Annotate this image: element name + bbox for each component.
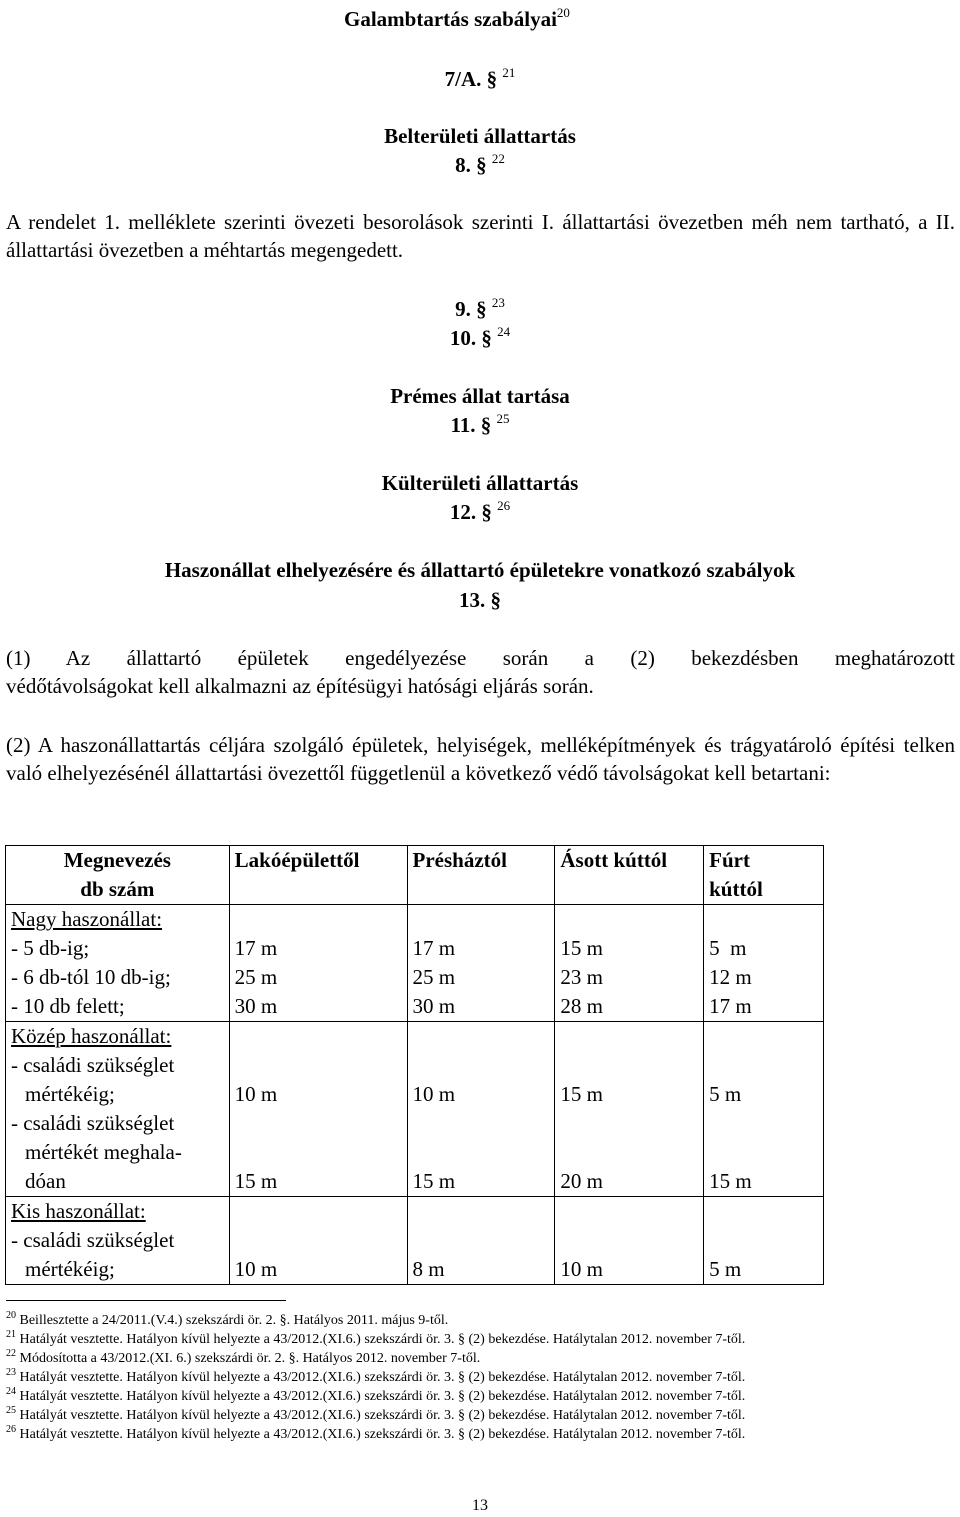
cell-nagy-lako: 17 m 25 m 30 m [229, 905, 407, 1022]
footnote-ref[interactable]: 26 [497, 498, 511, 513]
paragraph-13-1-line1: (1) Az állattartó épületek engedélyezése során a (2) bekezdésben meghatározott [6, 646, 955, 670]
paragraph-13-1-line2: védőtávolságokat kell alkalmazni az építésügyi hatósági eljárás során. [6, 674, 594, 698]
cell-kozep-names: Közép haszonállat: - családi szükséglet mértékéig; - családi szükséglet mértékét meghala- dóan [6, 1022, 230, 1197]
cell-kozep-pres: 10 m 15 m [407, 1022, 555, 1197]
header-lakoepulet: Lakóépülettől [229, 846, 407, 905]
footnote-ref[interactable]: 22 [491, 151, 505, 166]
cell-kozep-asott: 15 m 20 m [555, 1022, 704, 1197]
paragraph-8: A rendelet 1. melléklete szerinti övezeti besorolások szerinti I. állattartási övezetben méh nem tartható, a II. állattartási övezetben a méhtartás megengedett. [6, 210, 955, 262]
section-13-heading: 13. § [459, 588, 501, 612]
cell-kis-asott: 10 m [555, 1197, 704, 1285]
footnote-23: $^{23}$ Hatályát vesztette. Hatályon kívül helyezte a 43/2012.(XI.6.) szekszárdi ör. 3. § (2) bekezdése. Hatálytalan 2012. november 7-től. [6, 1367, 746, 1385]
header-furt-kut: Fúrt kúttól [704, 846, 824, 905]
section-title-galambtartas: Galambtartás szabályai$^{20}$ [344, 5, 570, 31]
table-row-nagy [6, 905, 824, 1022]
cell-kis-pres: 8 m [407, 1197, 555, 1285]
table-header-row [6, 846, 824, 905]
belterulet-heading: Belterületi állattartás [384, 124, 576, 148]
section-11-heading: 11. § $^{25}$ [450, 411, 510, 437]
cell-kis-furt: 5 m [704, 1197, 824, 1285]
footnote-26: $^{26}$ Hatályát vesztette. Hatályon kívül helyezte a 43/2012.(XI.6.) szekszárdi ör. 3. § (2) bekezdése. Hatálytalan 2012. november 7-től. [6, 1424, 746, 1442]
footnote-20: $^{20}$ Beillesztette a 24/2011.(V.4.) szekszárdi ör. 2. §. Hatályos 2011. május 9-től. [6, 1310, 449, 1328]
footnote-ref[interactable]: 20 [556, 5, 570, 20]
footnote-ref[interactable]: 21 [502, 65, 516, 80]
section-10-heading: 10. § $^{24}$ [449, 324, 511, 350]
section-8-heading: 8. § $^{22}$ [455, 151, 505, 177]
cell-kis-lako: 10 m [229, 1197, 407, 1285]
section-12-heading: 12. § $^{26}$ [449, 498, 511, 524]
footnote-22: $^{22}$ Módosította a 43/2012.(XI. 6.) szekszárdi ör. 2. §. Hatályos 2012. november 7-től. [6, 1348, 481, 1366]
header-asott-kut: Ásott kúttól [555, 846, 704, 905]
cell-kozep-lako: 10 m 15 m [229, 1022, 407, 1197]
table-row-kozep [6, 1022, 824, 1197]
kulterulet-heading: Külterületi állattartás [381, 471, 579, 495]
header-preshaz: Présháztól [407, 846, 555, 905]
footnote-ref[interactable]: 23 [491, 295, 505, 310]
cell-nagy-furt: 5 m 12 m 17 m [704, 905, 824, 1022]
footnote-21: $^{21}$ Hatályát vesztette. Hatályon kívül helyezte a 43/2012.(XI.6.) szekszárdi ör. 3. § (2) bekezdése. Hatálytalan 2012. november 7-től. [6, 1329, 746, 1347]
cell-kozep-furt: 5 m 15 m [704, 1022, 824, 1197]
page-number: 13 [472, 1497, 488, 1514]
distance-table [5, 845, 824, 1285]
paragraph-13-2: (2) A haszonállattartás céljára szolgáló épületek, helyiségek, melléképítmények és trágyatároló építési telken való elhelyezésénél állattartási övezettől függetlenül a következő védő távolságokat kell betartani: [6, 733, 955, 785]
cell-nagy-names: Nagy haszonállat: - 5 db-ig; - 6 db-tól 10 db-ig; - 10 db felett; [6, 905, 230, 1022]
premes-heading: Prémes állat tartása [390, 384, 570, 408]
footnote-ref[interactable]: 24 [497, 324, 511, 339]
cell-nagy-asott: 15 m 23 m 28 m [555, 905, 704, 1022]
table-row-kis [6, 1197, 824, 1285]
cell-kis-names: Kis haszonállat: - családi szükséglet mértékéig; [6, 1197, 230, 1285]
section-7a-heading: 7/A. § $^{21}$ [444, 65, 516, 91]
footnote-separator [6, 1300, 286, 1301]
footnote-ref[interactable]: 25 [496, 411, 510, 426]
footnote-25: $^{25}$ Hatályát vesztette. Hatályon kívül helyezte a 43/2012.(XI.6.) szekszárdi ör. 3. § (2) bekezdése. Hatálytalan 2012. november 7-től. [6, 1405, 746, 1423]
header-megnevezes: Megnevezés db szám [6, 846, 230, 905]
footnote-24: $^{24}$ Hatályát vesztette. Hatályon kívül helyezte a 43/2012.(XI.6.) szekszárdi ör. 3. § (2) bekezdése. Hatálytalan 2012. november 7-től. [6, 1386, 746, 1404]
section-9-heading: 9. § $^{23}$ [455, 295, 505, 321]
haszonallat-heading: Haszonállat elhelyezésére és állattartó épületekre vonatkozó szabályok [164, 558, 796, 582]
cell-nagy-pres: 17 m 25 m 30 m [407, 905, 555, 1022]
